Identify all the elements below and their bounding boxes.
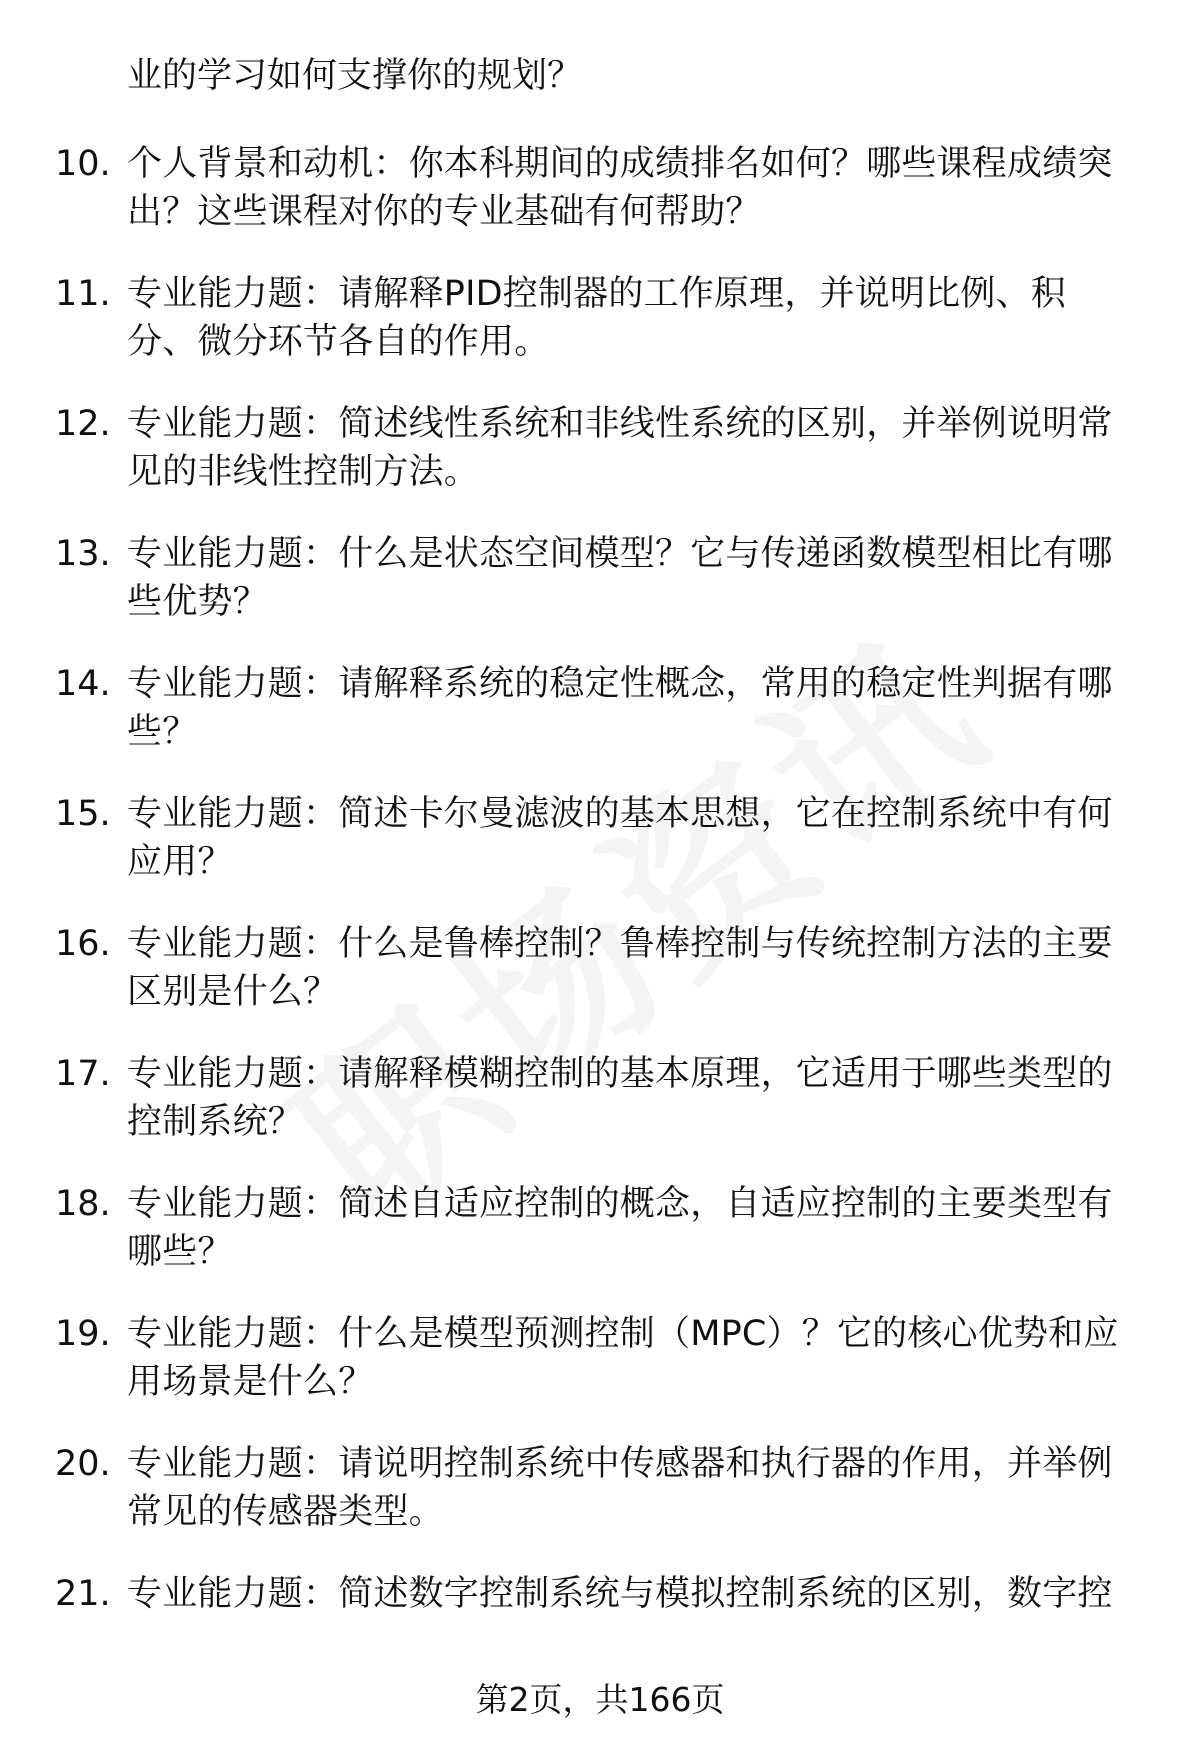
item-text — [127, 530, 1145, 626]
item-text — [127, 1570, 1145, 1618]
item-text — [127, 1180, 1145, 1276]
item-text-line: 些？ — [127, 712, 198, 752]
list-item — [55, 400, 1145, 496]
item-text — [127, 790, 1145, 886]
item-number: 11. — [55, 274, 111, 314]
item-text-line: 哪些？ — [127, 1232, 233, 1272]
item-text — [127, 920, 1145, 1016]
list-item — [55, 1310, 1145, 1406]
list-item — [55, 1440, 1145, 1536]
item-number: 17. — [55, 1054, 111, 1094]
item-text-line: 分、微分环节各自的作用。 — [127, 322, 550, 362]
list-item — [55, 1570, 1145, 1618]
item-text-line: 常见的传感器类型。 — [127, 1492, 444, 1532]
item-number: 18. — [55, 1184, 111, 1224]
item-text-line: 专业能力题：请解释系统的稳定性概念，常用的稳定性判据有哪 — [127, 664, 1113, 704]
question-list — [55, 52, 1145, 1652]
item-text — [127, 1310, 1145, 1406]
item-number: 19. — [55, 1314, 111, 1354]
list-item — [55, 1180, 1145, 1276]
item-text-line: 见的非线性控制方法。 — [127, 452, 480, 492]
item-text-line: 用场景是什么？ — [127, 1362, 374, 1402]
item-text-line: 专业能力题：什么是模型预测控制（MPC）？它的核心优势和应 — [127, 1314, 1119, 1354]
item-number: 21. — [55, 1574, 111, 1614]
item-text-line: 控制系统？ — [127, 1102, 304, 1142]
item-text — [127, 1440, 1145, 1536]
list-item — [55, 920, 1145, 1016]
item-number: 15. — [55, 794, 111, 834]
item-number: 14. — [55, 664, 111, 704]
item-text-line: 专业能力题：什么是鲁棒控制？鲁棒控制与传统控制方法的主要 — [127, 924, 1113, 964]
item-text-line: 专业能力题：请解释PID控制器的工作原理，并说明比例、积 — [127, 274, 1066, 314]
item-text-line: 专业能力题：什么是状态空间模型？它与传递函数模型相比有哪 — [127, 534, 1113, 574]
item-number: 12. — [55, 404, 111, 444]
item-number: 13. — [55, 534, 111, 574]
item-text — [127, 270, 1145, 366]
item-text-line: 专业能力题：简述卡尔曼滤波的基本思想，它在控制系统中有何 — [127, 794, 1113, 834]
item-text-line: 专业能力题：简述数字控制系统与模拟控制系统的区别，数字控 — [127, 1574, 1113, 1614]
item-text-line: 专业能力题：请说明控制系统中传感器和执行器的作用，并举例 — [127, 1444, 1113, 1484]
item-text — [127, 660, 1145, 756]
item-text-line: 专业能力题：简述线性系统和非线性系统的区别，并举例说明常 — [127, 404, 1113, 444]
list-item — [55, 1050, 1145, 1146]
item-number: 10. — [55, 144, 111, 184]
item-text-line: 专业能力题：请解释模糊控制的基本原理，它适用于哪些类型的 — [127, 1054, 1113, 1094]
item-text — [127, 400, 1145, 496]
item-text-line: 区别是什么？ — [127, 972, 339, 1012]
item-text-line: 些优势？ — [127, 582, 268, 622]
list-item — [55, 790, 1145, 886]
item-text-line: 应用？ — [127, 842, 233, 882]
question-9-continuation: 业的学习如何支撑你的规划？ — [127, 56, 583, 96]
item-text — [127, 1050, 1145, 1146]
item-number: 16. — [55, 924, 111, 964]
item-text-line: 专业能力题：简述自适应控制的概念，自适应控制的主要类型有 — [127, 1184, 1113, 1224]
item-text-line: 个人背景和动机：你本科期间的成绩排名如何？哪些课程成绩突 — [127, 144, 1113, 184]
list-item — [55, 530, 1145, 626]
list-item — [55, 140, 1145, 236]
item-number: 20. — [55, 1444, 111, 1484]
item-text — [127, 140, 1145, 236]
list-item — [55, 660, 1145, 756]
item-text-line: 出？这些课程对你的专业基础有何帮助？ — [127, 192, 761, 232]
list-item — [55, 270, 1145, 366]
page-number-footer: 第2页，共166页 — [475, 1680, 725, 1719]
